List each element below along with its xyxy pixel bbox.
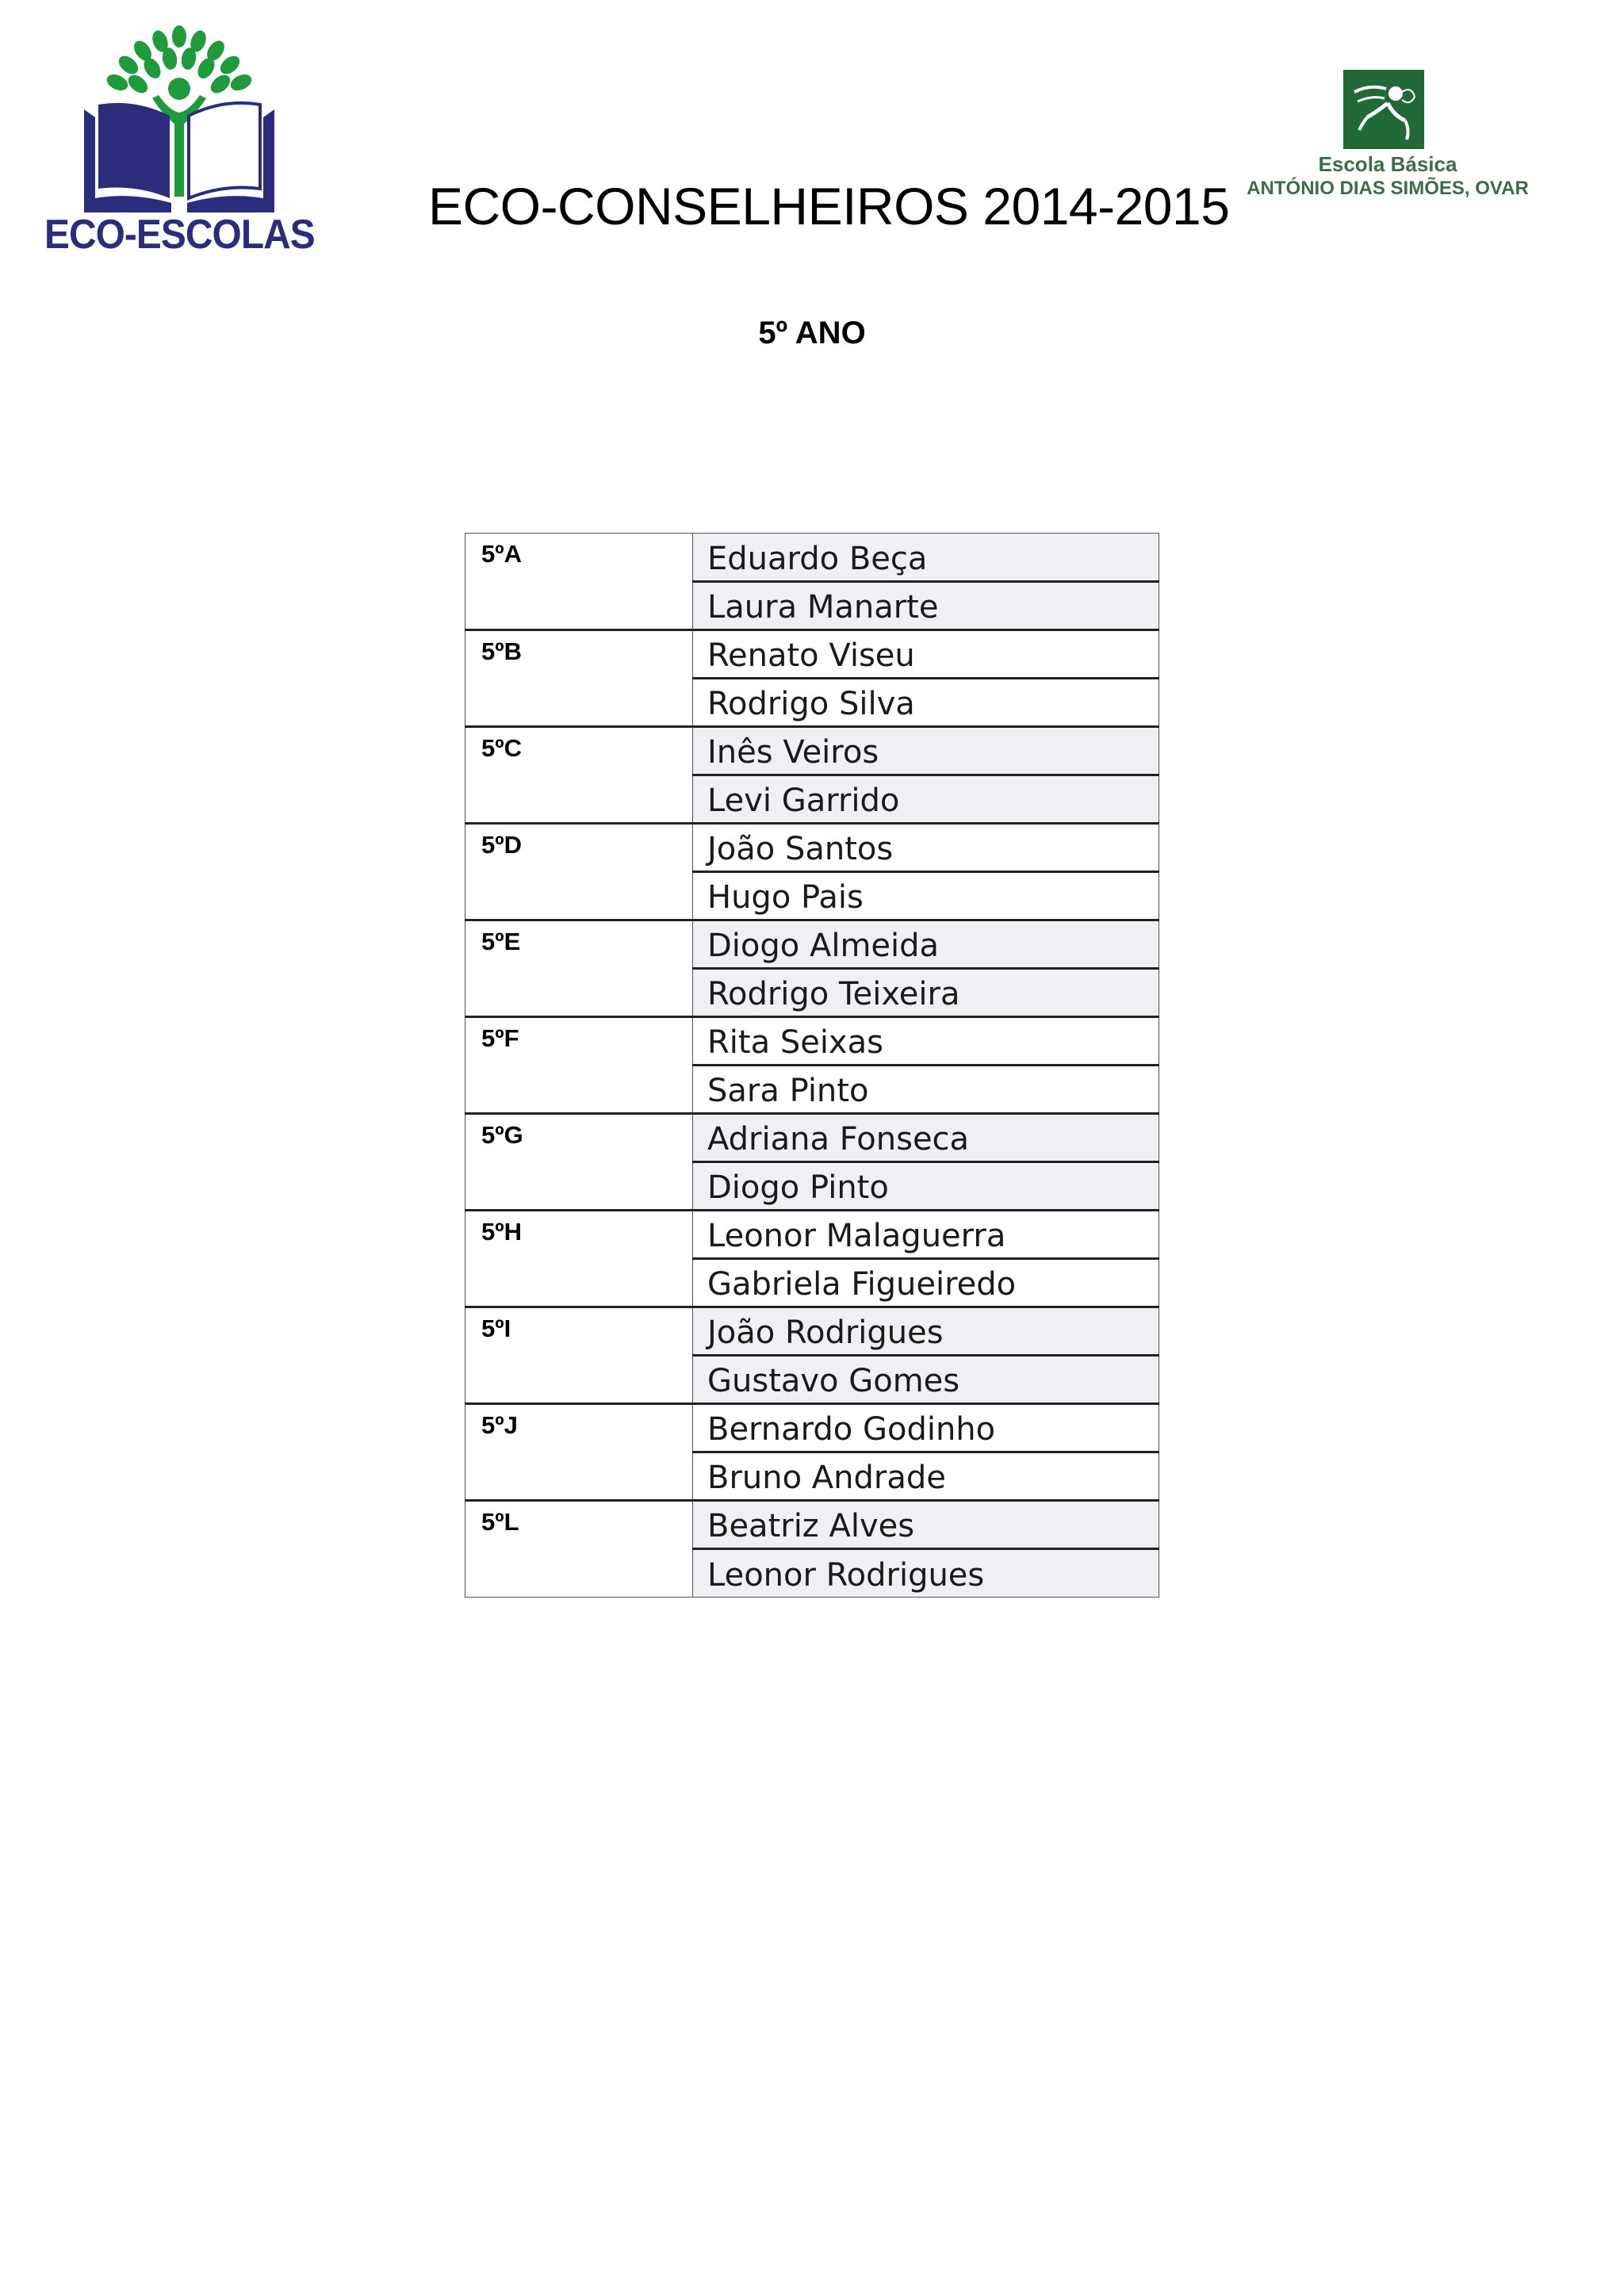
table-row (465, 824, 1159, 872)
student-name-cell: Adriana Fonseca (693, 1114, 1159, 1162)
eco-councillors-table (465, 533, 1159, 1598)
page-subtitle: 5º ANO (758, 316, 866, 350)
student-name-cell: Diogo Almeida (693, 920, 1159, 969)
table-row (465, 920, 1159, 969)
student-name-cell: Renato Viseu (693, 630, 1159, 679)
class-cell: 5ºF (465, 1017, 693, 1114)
class-cell: 5ºL (465, 1501, 693, 1598)
student-name-cell: Rodrigo Silva (693, 679, 1159, 727)
class-cell: 5ºG (465, 1114, 693, 1211)
school-logo (1221, 63, 1554, 214)
class-cell: 5ºC (465, 727, 693, 824)
table-row (465, 1114, 1159, 1162)
student-name-cell: Levi Garrido (693, 775, 1159, 824)
class-cell: 5ºE (465, 920, 693, 1017)
roster-table-body (465, 534, 1159, 1598)
student-name-cell: Inês Veiros (693, 727, 1159, 775)
student-name-cell: Laura Manarte (693, 582, 1159, 630)
table-row (465, 1211, 1159, 1259)
student-name-cell: Bernardo Godinho (693, 1404, 1159, 1452)
table-row (465, 1017, 1159, 1066)
student-name-cell: Gustavo Gomes (693, 1356, 1159, 1404)
eco-escolas-logo (44, 22, 314, 268)
eco-escolas-tree-book-icon (76, 22, 282, 220)
class-cell: 5ºD (465, 824, 693, 920)
table-row (465, 1307, 1159, 1356)
page-title: ECO-CONSELHEIROS 2014-2015 (428, 177, 1230, 235)
student-name-cell: Hugo Pais (693, 872, 1159, 920)
school-runner-icon (1343, 70, 1424, 149)
student-name-cell: Gabriela Figueiredo (693, 1259, 1159, 1307)
student-name-cell: Sara Pinto (693, 1066, 1159, 1114)
student-name-cell: Rodrigo Teixeira (693, 969, 1159, 1017)
student-name-cell: Eduardo Beça (693, 534, 1159, 582)
student-name-cell: Diogo Pinto (693, 1162, 1159, 1211)
table-row (465, 630, 1159, 679)
class-cell: 5ºB (465, 630, 693, 727)
class-cell: 5ºA (465, 534, 693, 630)
school-name-line1: Escola Básica (1318, 152, 1457, 176)
student-name-cell: João Rodrigues (693, 1307, 1159, 1356)
school-name-line2: ANTÓNIO DIAS SIMÕES, OVAR (1247, 178, 1529, 199)
table-row (465, 534, 1159, 582)
class-cell: 5ºJ (465, 1404, 693, 1501)
student-name-cell: Leonor Rodrigues (693, 1549, 1159, 1598)
class-cell: 5ºH (465, 1211, 693, 1307)
table-row (465, 1404, 1159, 1452)
table-row (465, 727, 1159, 775)
student-name-cell: João Santos (693, 824, 1159, 872)
student-name-cell: Leonor Malaguerra (693, 1211, 1159, 1259)
student-name-cell: Bruno Andrade (693, 1452, 1159, 1501)
student-name-cell: Rita Seixas (693, 1017, 1159, 1066)
table-row (465, 1501, 1159, 1549)
eco-escolas-logo-text: ECO-ESCOLAS (44, 212, 315, 258)
class-cell: 5ºI (465, 1307, 693, 1404)
student-name-cell: Beatriz Alves (693, 1501, 1159, 1549)
